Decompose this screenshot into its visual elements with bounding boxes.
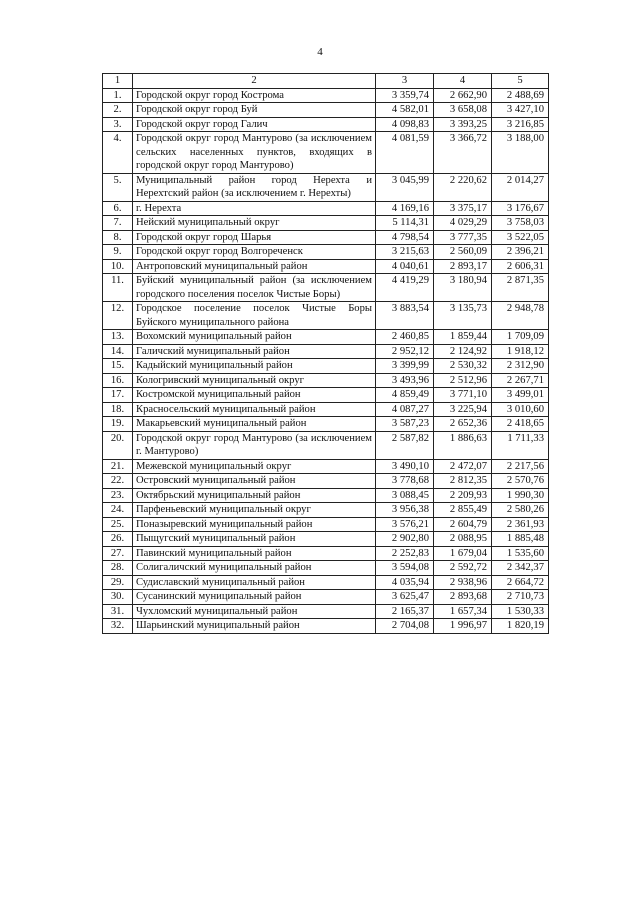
row-value-col4: 2 209,93 <box>434 488 492 503</box>
row-value-col5: 3 427,10 <box>492 103 549 118</box>
row-value-col5: 3 758,03 <box>492 216 549 231</box>
row-value-col4: 2 472,07 <box>434 459 492 474</box>
row-value-col5: 3 522,05 <box>492 230 549 245</box>
row-value-col5: 1 535,60 <box>492 546 549 561</box>
row-number: 13. <box>103 330 133 345</box>
row-value-col4: 2 662,90 <box>434 88 492 103</box>
row-value-col4: 3 777,35 <box>434 230 492 245</box>
row-value-col5: 2 312,90 <box>492 359 549 374</box>
row-number: 30. <box>103 590 133 605</box>
row-value-col4: 3 375,17 <box>434 201 492 216</box>
row-name: Городской округ город Кострома <box>133 88 376 103</box>
row-value-col3: 3 883,54 <box>376 302 434 330</box>
row-value-col5: 3 176,67 <box>492 201 549 216</box>
table-row <box>103 619 549 634</box>
row-name: Костромской муниципальный район <box>133 388 376 403</box>
row-value-col3: 2 460,85 <box>376 330 434 345</box>
row-value-col4: 2 855,49 <box>434 503 492 518</box>
table-row <box>103 561 549 576</box>
row-name: г. Нерехта <box>133 201 376 216</box>
table-row <box>103 546 549 561</box>
header-cell-5: 5 <box>492 74 549 89</box>
row-number: 10. <box>103 259 133 274</box>
table-row <box>103 459 549 474</box>
table-row <box>103 417 549 432</box>
row-value-col5: 2 871,35 <box>492 274 549 302</box>
row-number: 19. <box>103 417 133 432</box>
row-number: 22. <box>103 474 133 489</box>
row-value-col4: 2 893,17 <box>434 259 492 274</box>
row-number: 31. <box>103 604 133 619</box>
row-name: Чухломский муниципальный район <box>133 604 376 619</box>
row-value-col5: 1 885,48 <box>492 532 549 547</box>
row-value-col5: 1 918,12 <box>492 344 549 359</box>
row-value-col4: 2 812,35 <box>434 474 492 489</box>
row-value-col3: 3 587,23 <box>376 417 434 432</box>
table-row <box>103 402 549 417</box>
row-number: 16. <box>103 373 133 388</box>
row-number: 27. <box>103 546 133 561</box>
row-number: 4. <box>103 132 133 174</box>
table-body <box>103 74 549 634</box>
row-value-col3: 4 087,27 <box>376 402 434 417</box>
row-name: Кологривский муниципальный округ <box>133 373 376 388</box>
row-name: Галичский муниципальный район <box>133 344 376 359</box>
row-value-col3: 4 081,59 <box>376 132 434 174</box>
row-number: 11. <box>103 274 133 302</box>
table-row <box>103 474 549 489</box>
row-name: Судиславский муниципальный район <box>133 575 376 590</box>
row-name: Вохомский муниципальный район <box>133 330 376 345</box>
table-row <box>103 117 549 132</box>
table-row <box>103 604 549 619</box>
row-value-col3: 4 098,83 <box>376 117 434 132</box>
table-row <box>103 173 549 201</box>
row-value-col3: 3 956,38 <box>376 503 434 518</box>
row-value-col5: 1 709,09 <box>492 330 549 345</box>
row-value-col4: 2 893,68 <box>434 590 492 605</box>
row-name: Городской округ город Галич <box>133 117 376 132</box>
header-cell-4: 4 <box>434 74 492 89</box>
row-number: 28. <box>103 561 133 576</box>
row-value-col4: 1 859,44 <box>434 330 492 345</box>
row-name: Солигаличский муниципальный район <box>133 561 376 576</box>
row-number: 26. <box>103 532 133 547</box>
row-name: Городской округ город Мантурово (за исключением г. Мантурово) <box>133 431 376 459</box>
row-number: 14. <box>103 344 133 359</box>
table-row <box>103 245 549 260</box>
row-value-col5: 2 014,27 <box>492 173 549 201</box>
row-number: 15. <box>103 359 133 374</box>
row-number: 25. <box>103 517 133 532</box>
row-value-col4: 2 652,36 <box>434 417 492 432</box>
row-value-col3: 3 576,21 <box>376 517 434 532</box>
row-number: 6. <box>103 201 133 216</box>
row-number: 29. <box>103 575 133 590</box>
row-value-col3: 2 165,37 <box>376 604 434 619</box>
row-value-col5: 1 820,19 <box>492 619 549 634</box>
row-number: 1. <box>103 88 133 103</box>
row-value-col5: 2 664,72 <box>492 575 549 590</box>
table-row <box>103 590 549 605</box>
table-row <box>103 344 549 359</box>
table-row <box>103 359 549 374</box>
table-row <box>103 274 549 302</box>
row-value-col4: 3 658,08 <box>434 103 492 118</box>
row-value-col5: 3 010,60 <box>492 402 549 417</box>
page-number: 4 <box>317 46 323 58</box>
row-value-col4: 1 996,97 <box>434 619 492 634</box>
header-cell-2: 2 <box>133 74 376 89</box>
row-value-col4: 2 560,09 <box>434 245 492 260</box>
table-row <box>103 575 549 590</box>
row-name: Городской округ город Шарья <box>133 230 376 245</box>
row-number: 2. <box>103 103 133 118</box>
row-value-col5: 2 580,26 <box>492 503 549 518</box>
row-value-col3: 4 798,54 <box>376 230 434 245</box>
row-number: 8. <box>103 230 133 245</box>
row-number: 12. <box>103 302 133 330</box>
row-value-col3: 3 215,63 <box>376 245 434 260</box>
row-value-col5: 1 711,33 <box>492 431 549 459</box>
row-value-col5: 2 267,71 <box>492 373 549 388</box>
row-value-col5: 2 396,21 <box>492 245 549 260</box>
row-name: Сусанинский муниципальный район <box>133 590 376 605</box>
row-name: Шарьинский муниципальный район <box>133 619 376 634</box>
table-row <box>103 330 549 345</box>
row-value-col3: 3 399,99 <box>376 359 434 374</box>
row-name: Островский муниципальный район <box>133 474 376 489</box>
table-row <box>103 373 549 388</box>
row-value-col3: 4 859,49 <box>376 388 434 403</box>
row-value-col3: 3 778,68 <box>376 474 434 489</box>
table-row <box>103 431 549 459</box>
row-value-col3: 3 594,08 <box>376 561 434 576</box>
row-value-col5: 2 606,31 <box>492 259 549 274</box>
row-number: 17. <box>103 388 133 403</box>
row-value-col4: 2 124,92 <box>434 344 492 359</box>
row-value-col3: 3 045,99 <box>376 173 434 201</box>
row-number: 20. <box>103 431 133 459</box>
header-cell-3: 3 <box>376 74 434 89</box>
header-row <box>103 74 549 89</box>
row-value-col4: 3 225,94 <box>434 402 492 417</box>
table-row <box>103 103 549 118</box>
row-value-col5: 2 488,69 <box>492 88 549 103</box>
table-row <box>103 488 549 503</box>
row-value-col5: 3 499,01 <box>492 388 549 403</box>
row-value-col4: 2 512,96 <box>434 373 492 388</box>
row-value-col5: 2 361,93 <box>492 517 549 532</box>
row-value-col5: 2 948,78 <box>492 302 549 330</box>
row-value-col3: 4 582,01 <box>376 103 434 118</box>
row-value-col3: 4 169,16 <box>376 201 434 216</box>
row-value-col4: 3 180,94 <box>434 274 492 302</box>
row-name: Макарьевский муниципальный район <box>133 417 376 432</box>
header-cell-1: 1 <box>103 74 133 89</box>
row-value-col5: 1 530,33 <box>492 604 549 619</box>
row-value-col5: 1 990,30 <box>492 488 549 503</box>
table-row <box>103 532 549 547</box>
row-value-col4: 1 886,63 <box>434 431 492 459</box>
row-number: 32. <box>103 619 133 634</box>
row-value-col3: 2 902,80 <box>376 532 434 547</box>
table-row <box>103 259 549 274</box>
row-name: Павинский муниципальный район <box>133 546 376 561</box>
row-value-col4: 3 366,72 <box>434 132 492 174</box>
row-value-col3: 4 040,61 <box>376 259 434 274</box>
row-value-col5: 2 710,73 <box>492 590 549 605</box>
row-value-col4: 3 771,10 <box>434 388 492 403</box>
row-value-col3: 2 952,12 <box>376 344 434 359</box>
row-name: Красносельский муниципальный район <box>133 402 376 417</box>
table-row <box>103 503 549 518</box>
row-value-col3: 3 625,47 <box>376 590 434 605</box>
row-value-col4: 2 604,79 <box>434 517 492 532</box>
row-number: 9. <box>103 245 133 260</box>
row-value-col3: 3 088,45 <box>376 488 434 503</box>
row-value-col5: 2 418,65 <box>492 417 549 432</box>
row-value-col3: 4 035,94 <box>376 575 434 590</box>
row-value-col5: 2 342,37 <box>492 561 549 576</box>
row-name: Городской округ город Буй <box>133 103 376 118</box>
row-name: Городской округ город Мантурово (за исключением сельских населенных пунктов, входящих в городской округ город Мантурово) <box>133 132 376 174</box>
row-number: 21. <box>103 459 133 474</box>
row-value-col4: 3 135,73 <box>434 302 492 330</box>
data-table <box>102 73 549 634</box>
row-number: 3. <box>103 117 133 132</box>
row-number: 24. <box>103 503 133 518</box>
table-row <box>103 201 549 216</box>
row-value-col4: 2 592,72 <box>434 561 492 576</box>
table-row <box>103 517 549 532</box>
row-value-col4: 2 220,62 <box>434 173 492 201</box>
row-name: Октябрьский муниципальный район <box>133 488 376 503</box>
table-row <box>103 132 549 174</box>
row-number: 7. <box>103 216 133 231</box>
row-name: Муниципальный район город Нерехта и Нерехтский район (за исключением г. Нерехты) <box>133 173 376 201</box>
row-value-col5: 2 217,56 <box>492 459 549 474</box>
row-value-col4: 2 088,95 <box>434 532 492 547</box>
table-row <box>103 88 549 103</box>
table-row <box>103 216 549 231</box>
row-name: Буйский муниципальный район (за исключением городского поселения поселок Чистые Боры) <box>133 274 376 302</box>
row-value-col5: 3 188,00 <box>492 132 549 174</box>
table-row <box>103 230 549 245</box>
table-row <box>103 302 549 330</box>
row-name: Пыщугский муниципальный район <box>133 532 376 547</box>
row-value-col4: 2 530,32 <box>434 359 492 374</box>
row-value-col4: 3 393,25 <box>434 117 492 132</box>
row-name: Парфеньевский муниципальный округ <box>133 503 376 518</box>
row-value-col3: 3 493,96 <box>376 373 434 388</box>
row-number: 5. <box>103 173 133 201</box>
row-name: Межевской муниципальный округ <box>133 459 376 474</box>
row-name: Нейский муниципальный округ <box>133 216 376 231</box>
row-value-col3: 2 704,08 <box>376 619 434 634</box>
row-number: 18. <box>103 402 133 417</box>
row-value-col4: 1 657,34 <box>434 604 492 619</box>
row-value-col3: 2 252,83 <box>376 546 434 561</box>
row-name: Городское поселение поселок Чистые Боры Буйского муниципального района <box>133 302 376 330</box>
row-value-col4: 2 938,96 <box>434 575 492 590</box>
row-value-col3: 3 359,74 <box>376 88 434 103</box>
row-name: Поназыревский муниципальный район <box>133 517 376 532</box>
row-value-col5: 3 216,85 <box>492 117 549 132</box>
row-number: 23. <box>103 488 133 503</box>
row-value-col3: 3 490,10 <box>376 459 434 474</box>
row-name: Городской округ город Волгореченск <box>133 245 376 260</box>
row-value-col5: 2 570,76 <box>492 474 549 489</box>
row-value-col4: 4 029,29 <box>434 216 492 231</box>
row-value-col3: 5 114,31 <box>376 216 434 231</box>
row-name: Антроповский муниципальный район <box>133 259 376 274</box>
row-name: Кадыйский муниципальный район <box>133 359 376 374</box>
row-value-col4: 1 679,04 <box>434 546 492 561</box>
row-value-col3: 4 419,29 <box>376 274 434 302</box>
row-value-col3: 2 587,82 <box>376 431 434 459</box>
table-row <box>103 388 549 403</box>
